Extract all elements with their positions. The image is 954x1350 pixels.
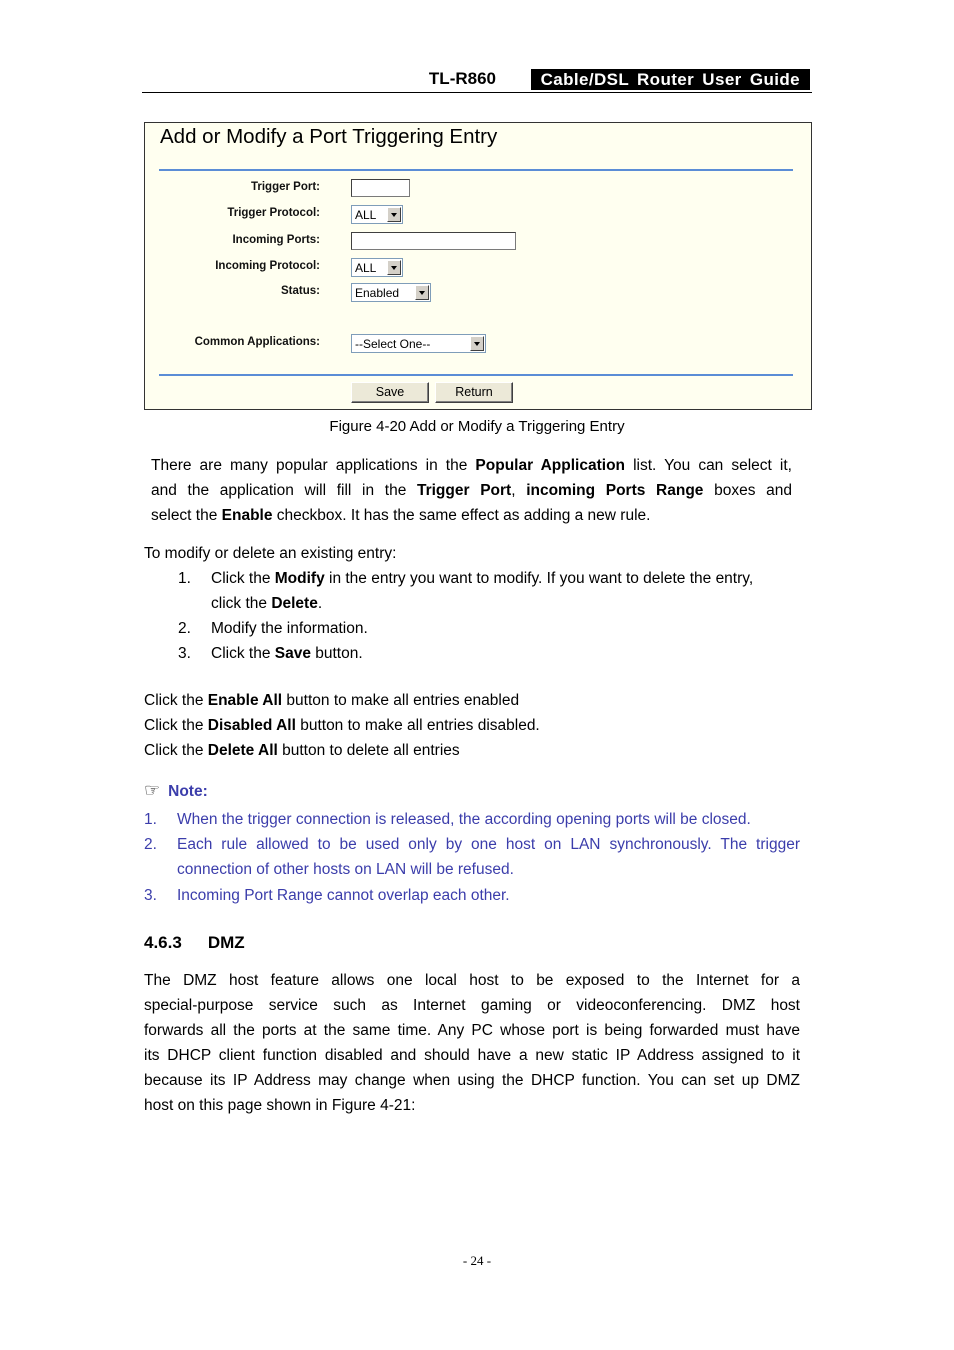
trigger-port-label: Trigger Port: [250, 181, 320, 193]
status-value: Enabled [355, 285, 400, 300]
note-item: Incoming Port Range cannot overlap each other. [177, 887, 510, 904]
paragraph-line: forwards all the ports at the same time. Any PC whose port is being forwarded must have [144, 1022, 800, 1039]
common-apps-select[interactable] [351, 334, 486, 353]
incoming-ports-input[interactable] [351, 232, 516, 250]
section-title: DMZ [207, 933, 245, 952]
trigger-protocol-label: Trigger Protocol: [227, 207, 320, 219]
bottom-divider [159, 374, 793, 376]
incoming-ports-label: Incoming Ports: [232, 234, 320, 246]
chevron-down-icon[interactable] [387, 207, 401, 222]
header-title: Cable/DSL Router User Guide [531, 69, 810, 90]
pointing-hand-icon: ☞ [144, 780, 161, 800]
bulk-line: Click the Disabled All button to make all entries disabled. [144, 717, 540, 734]
port-triggering-panel [144, 122, 812, 410]
incoming-protocol-select[interactable] [351, 258, 403, 277]
common-apps-value: --Select One-- [355, 336, 431, 351]
paragraph-line: The DMZ host feature allows one local host to be exposed to the Internet for a [144, 972, 800, 989]
paragraph-line: because its IP Address may change when using the DHCP function. You can set up DMZ [144, 1072, 800, 1089]
note-item: When the trigger connection is released, the according opening ports will be closed. [177, 811, 751, 828]
paragraph-line: and the application will fill in the Trigger Port, incoming Ports Range boxes and [151, 482, 792, 499]
list-number: 3. [178, 645, 191, 662]
note-number: 1. [144, 811, 157, 828]
paragraph-line: There are many popular applications in the Popular Application list. You can select it, [151, 457, 792, 474]
list-number: 1. [178, 570, 191, 587]
page-number: - 24 - [462, 1253, 492, 1268]
panel-title: Add or Modify a Port Triggering Entry [160, 125, 498, 148]
list-item: Modify the information. [211, 620, 368, 637]
trigger-protocol-value: ALL [355, 207, 377, 222]
chevron-down-icon[interactable] [415, 285, 429, 300]
bulk-line: Click the Delete All button to delete all entries [144, 742, 460, 759]
paragraph-line: select the Enable checkbox. It has the same effect as adding a new rule. [151, 507, 651, 524]
bulk-actions [144, 688, 540, 763]
note-heading [144, 780, 208, 801]
status-select[interactable] [351, 283, 431, 302]
paragraph-line: special-purpose service such as Internet gaming or videoconferencing. DMZ host [144, 997, 800, 1014]
top-divider [159, 169, 793, 171]
incoming-protocol-value: ALL [355, 260, 377, 275]
chevron-down-icon[interactable] [470, 336, 484, 351]
bulk-line: Click the Enable All button to make all entries enabled [144, 692, 520, 709]
common-apps-label: Common Applications: [194, 336, 320, 348]
note-number: 2. [144, 836, 157, 853]
list-number: 2. [178, 620, 191, 637]
chevron-down-icon[interactable] [387, 260, 401, 275]
modify-intro: To modify or delete an existing entry: [144, 545, 397, 562]
incoming-protocol-label: Incoming Protocol: [215, 260, 320, 272]
figure-caption: Figure 4-20 Add or Modify a Triggering Entry [329, 418, 625, 435]
note-number: 3. [144, 887, 157, 904]
list-item: Click the Modify in the entry you want to modify. If you want to delete the entry, click the Delete. [211, 570, 754, 612]
paragraph-line: its DHCP client function disabled and should have a new static IP Address assigned to it [144, 1047, 800, 1064]
popular-app-paragraph [151, 453, 792, 528]
paragraph-line: host on this page shown in Figure 4-21: [144, 1097, 416, 1114]
note-item: Each rule allowed to be used only by one host on LAN synchronously. The trigger connection of other hosts on LAN will be refused. [177, 836, 800, 878]
header-model: TL-R860 [428, 69, 496, 88]
trigger-protocol-select[interactable] [351, 205, 403, 224]
status-label: Status: [281, 285, 320, 297]
page-header [142, 66, 812, 93]
section-heading [144, 933, 245, 953]
note-label: Note: [168, 783, 208, 800]
dmz-paragraph [144, 968, 800, 1118]
save-button[interactable]: Save [351, 382, 429, 403]
trigger-port-input[interactable] [351, 179, 410, 197]
section-number: 4.6.3 [144, 933, 182, 952]
list-item: Click the Save button. [211, 645, 363, 662]
return-button[interactable]: Return [435, 382, 513, 403]
